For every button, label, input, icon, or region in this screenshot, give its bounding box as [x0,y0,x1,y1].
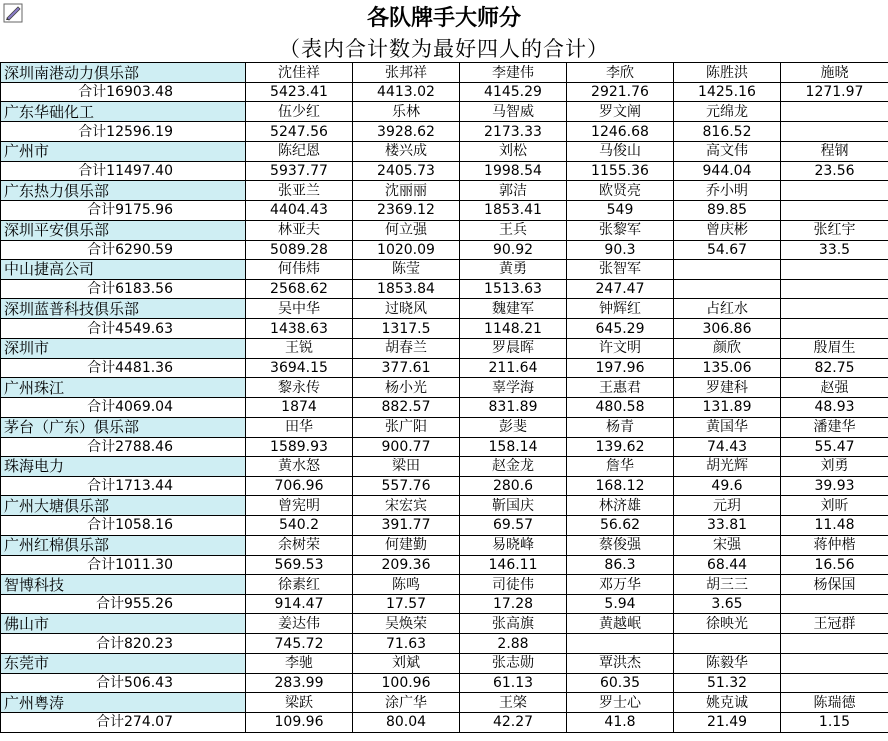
team-total-cell[interactable]: 合计506.43 [1,673,246,692]
player-name-cell[interactable]: 黄越岷 [567,614,674,634]
player-points-cell[interactable]: 283.99 [246,673,353,692]
player-name-cell[interactable]: 林济雄 [567,496,674,516]
player-points-cell[interactable] [781,673,888,692]
player-points-cell[interactable]: 306.86 [674,319,781,338]
player-points-cell[interactable]: 2173.33 [460,122,567,141]
player-name-cell[interactable]: 罗士心 [567,693,674,713]
team-points-row [1,201,888,220]
player-points-cell[interactable]: 5423.41 [246,83,353,102]
team-name-row [1,535,888,555]
player-points-cell[interactable]: 2921.76 [567,83,674,102]
player-name-cell[interactable]: 马智威 [460,102,567,122]
player-points-cell[interactable]: 197.96 [567,358,674,377]
player-name-cell[interactable]: 乐林 [353,102,460,122]
player-name-cell[interactable]: 许文明 [567,338,674,358]
player-name-cell[interactable]: 宋宏宾 [353,496,460,516]
player-points-cell[interactable] [674,634,781,653]
player-name-cell[interactable]: 施晓 [781,63,888,83]
player-points-cell[interactable]: 391.77 [353,516,460,535]
player-points-cell[interactable]: 100.96 [353,673,460,692]
player-name-cell[interactable]: 吴焕荣 [353,614,460,634]
player-points-cell[interactable]: 377.61 [353,358,460,377]
player-points-cell[interactable]: 900.77 [353,437,460,456]
player-name-cell[interactable]: 郭洁 [460,181,567,201]
player-name-cell[interactable]: 易晓峰 [460,535,567,555]
player-points-cell[interactable] [781,201,888,220]
player-name-cell[interactable]: 潘建华 [781,417,888,437]
team-points-row [1,634,888,653]
player-points-cell[interactable]: 5247.56 [246,122,353,141]
team-name-cell[interactable]: 深圳南港动力俱乐部 [1,63,246,83]
player-points-cell[interactable]: 1853.84 [353,279,460,298]
player-name-cell[interactable]: 罗建科 [674,378,781,398]
player-points-cell[interactable]: 816.52 [674,122,781,141]
player-name-cell[interactable]: 张亚兰 [246,181,353,201]
player-name-cell[interactable] [781,102,888,122]
player-name-cell[interactable]: 何立强 [353,220,460,240]
player-points-cell[interactable]: 1513.63 [460,279,567,298]
player-points-cell[interactable]: 1998.54 [460,161,567,180]
player-points-cell[interactable]: 4145.29 [460,83,567,102]
player-points-cell[interactable]: 16.56 [781,555,888,574]
team-name-cell[interactable]: 东莞市 [1,653,246,673]
team-total-cell[interactable]: 合计1713.44 [1,476,246,495]
team-name-cell[interactable]: 中山捷高公司 [1,259,246,279]
page-title: 各队牌手大师分 [366,6,521,31]
player-name-cell[interactable]: 欧贤亮 [567,181,674,201]
player-points-cell[interactable] [781,122,888,141]
player-name-cell[interactable]: 马俊山 [567,141,674,161]
team-total-cell[interactable]: 合计1058.16 [1,516,246,535]
team-total-cell[interactable]: 合计12596.19 [1,122,246,141]
player-points-cell[interactable]: 90.92 [460,240,567,259]
team-points-row [1,516,888,535]
player-name-cell[interactable]: 陈瑞德 [781,693,888,713]
player-points-cell[interactable]: 1148.21 [460,319,567,338]
player-name-cell[interactable]: 王冠群 [781,614,888,634]
player-name-cell[interactable]: 胡三三 [674,575,781,595]
team-name-cell[interactable]: 佛山市 [1,614,246,634]
player-points-cell[interactable]: 109.96 [246,713,353,732]
team-name-cell[interactable]: 广东华础化工 [1,102,246,122]
player-points-cell[interactable]: 82.75 [781,358,888,377]
player-name-cell[interactable]: 魏建军 [460,299,567,319]
player-points-cell[interactable]: 86.3 [567,555,674,574]
player-points-cell[interactable] [674,279,781,298]
team-name-row [1,63,888,83]
player-points-cell[interactable] [781,634,888,653]
player-name-cell[interactable]: 张志勋 [460,653,567,673]
player-points-cell[interactable]: 61.13 [460,673,567,692]
team-points-row [1,83,888,102]
team-name-row [1,220,888,240]
player-name-cell[interactable]: 程钢 [781,141,888,161]
player-name-cell[interactable]: 张广阳 [353,417,460,437]
team-name-cell[interactable]: 广州市 [1,141,246,161]
team-total-cell[interactable]: 合计9175.96 [1,201,246,220]
player-points-cell[interactable]: 48.93 [781,398,888,417]
team-name-row [1,378,888,398]
player-name-cell[interactable]: 蒋仲楷 [781,535,888,555]
player-name-cell[interactable]: 沈佳祥 [246,63,353,83]
player-points-cell[interactable]: 33.81 [674,516,781,535]
team-total-cell[interactable]: 合计4069.04 [1,398,246,417]
team-name-cell[interactable]: 茅台（广东）俱乐部 [1,417,246,437]
player-points-cell[interactable]: 4413.02 [353,83,460,102]
player-points-cell[interactable]: 1271.97 [781,83,888,102]
player-points-cell[interactable]: 168.12 [567,476,674,495]
player-points-cell[interactable]: 71.63 [353,634,460,653]
player-name-cell[interactable]: 罗晨晖 [460,338,567,358]
player-name-cell[interactable]: 姜达伟 [246,614,353,634]
player-name-cell[interactable]: 刘松 [460,141,567,161]
player-name-cell[interactable]: 田华 [246,417,353,437]
team-name-cell[interactable]: 珠海电力 [1,456,246,476]
player-points-cell[interactable]: 80.04 [353,713,460,732]
player-points-cell[interactable]: 914.47 [246,595,353,614]
player-points-cell[interactable]: 39.93 [781,476,888,495]
player-name-cell[interactable] [781,259,888,279]
player-name-cell[interactable]: 杨小光 [353,378,460,398]
player-name-cell[interactable]: 黄国华 [674,417,781,437]
player-points-cell[interactable]: 5089.28 [246,240,353,259]
team-name-cell[interactable]: 广州大塘俱乐部 [1,496,246,516]
team-points-row [1,713,888,732]
player-points-cell[interactable]: 1317.5 [353,319,460,338]
player-points-cell[interactable] [781,279,888,298]
player-points-cell[interactable]: 209.36 [353,555,460,574]
team-name-cell[interactable]: 广州红棉俱乐部 [1,535,246,555]
player-points-cell[interactable]: 90.3 [567,240,674,259]
player-points-cell[interactable]: 17.28 [460,595,567,614]
table-body [1,63,888,733]
player-name-cell[interactable]: 梁跃 [246,693,353,713]
player-name-cell[interactable]: 赵强 [781,378,888,398]
player-points-cell[interactable]: 33.5 [781,240,888,259]
player-points-cell[interactable]: 882.57 [353,398,460,417]
team-points-row [1,595,888,614]
team-name-cell[interactable]: 广东热力俱乐部 [1,181,246,201]
player-points-cell[interactable] [781,319,888,338]
player-name-cell[interactable]: 颜欣 [674,338,781,358]
player-name-cell[interactable]: 詹华 [567,456,674,476]
player-name-cell[interactable]: 李驰 [246,653,353,673]
player-name-cell[interactable]: 姚克诚 [674,693,781,713]
player-points-cell[interactable]: 60.35 [567,673,674,692]
player-name-cell[interactable]: 过晓风 [353,299,460,319]
player-name-cell[interactable]: 余树荣 [246,535,353,555]
player-points-cell[interactable]: 139.62 [567,437,674,456]
team-name-row [1,338,888,358]
player-points-cell[interactable]: 51.32 [674,673,781,692]
team-total-cell[interactable]: 合计16903.48 [1,83,246,102]
player-name-cell[interactable]: 殷眉生 [781,338,888,358]
player-points-cell[interactable]: 1438.63 [246,319,353,338]
player-points-cell[interactable]: 1589.93 [246,437,353,456]
team-name-cell[interactable]: 深圳市 [1,338,246,358]
team-name-row [1,181,888,201]
player-points-cell[interactable]: 89.85 [674,201,781,220]
team-name-row [1,299,888,319]
player-points-cell[interactable]: 42.27 [460,713,567,732]
player-name-cell[interactable]: 曾庆彬 [674,220,781,240]
player-name-cell[interactable] [781,181,888,201]
player-points-cell[interactable]: 2369.12 [353,201,460,220]
team-points-row [1,555,888,574]
player-points-cell[interactable]: 645.29 [567,319,674,338]
team-total-cell[interactable]: 合计1011.30 [1,555,246,574]
player-name-cell[interactable]: 张邦祥 [353,63,460,83]
team-total-cell[interactable]: 合计274.07 [1,713,246,732]
team-points-row [1,319,888,338]
player-points-cell[interactable]: 3928.62 [353,122,460,141]
player-points-cell[interactable]: 4404.43 [246,201,353,220]
team-name-row [1,102,888,122]
team-name-row [1,653,888,673]
team-points-row [1,122,888,141]
player-points-cell[interactable]: 5.94 [567,595,674,614]
player-points-cell[interactable]: 17.57 [353,595,460,614]
player-name-cell[interactable]: 张红宇 [781,220,888,240]
player-name-cell[interactable]: 王棨 [460,693,567,713]
player-name-cell[interactable]: 彭斐 [460,417,567,437]
player-points-cell[interactable]: 569.53 [246,555,353,574]
player-name-cell[interactable]: 陈毅华 [674,653,781,673]
player-points-cell[interactable]: 211.64 [460,358,567,377]
player-points-cell[interactable]: 2568.62 [246,279,353,298]
player-points-cell[interactable]: 135.06 [674,358,781,377]
team-points-row [1,240,888,259]
player-name-cell[interactable]: 元绵龙 [674,102,781,122]
team-name-cell[interactable]: 智博科技 [1,575,246,595]
player-name-cell[interactable]: 靳国庆 [460,496,567,516]
player-points-cell[interactable]: 158.14 [460,437,567,456]
player-name-cell[interactable]: 梁田 [353,456,460,476]
player-name-cell[interactable]: 刘勇 [781,456,888,476]
player-name-cell[interactable]: 陈胜洪 [674,63,781,83]
team-points-row [1,398,888,417]
player-name-cell[interactable]: 元玥 [674,496,781,516]
player-points-cell[interactable]: 1874 [246,398,353,417]
player-points-cell[interactable]: 557.76 [353,476,460,495]
player-points-cell[interactable]: 1425.16 [674,83,781,102]
player-points-cell[interactable]: 49.6 [674,476,781,495]
team-name-cell[interactable]: 深圳平安俱乐部 [1,220,246,240]
team-name-row [1,141,888,161]
player-points-cell[interactable] [567,634,674,653]
player-name-cell[interactable]: 王锐 [246,338,353,358]
player-name-cell[interactable] [781,653,888,673]
player-points-cell[interactable]: 21.49 [674,713,781,732]
player-name-cell[interactable]: 曾宪明 [246,496,353,516]
player-name-cell[interactable]: 涂广华 [353,693,460,713]
player-points-cell[interactable]: 146.11 [460,555,567,574]
player-name-cell[interactable]: 杨保国 [781,575,888,595]
team-total-cell[interactable]: 合计11497.40 [1,161,246,180]
player-name-cell[interactable]: 吴中华 [246,299,353,319]
player-name-cell[interactable]: 徐素红 [246,575,353,595]
player-name-cell[interactable]: 陈鸣 [353,575,460,595]
player-name-cell[interactable]: 黄水怒 [246,456,353,476]
team-name-cell[interactable]: 广州粤涛 [1,693,246,713]
player-name-cell[interactable]: 蔡俊强 [567,535,674,555]
player-points-cell[interactable]: 247.47 [567,279,674,298]
team-points-row [1,161,888,180]
player-name-cell[interactable]: 陈纪恩 [246,141,353,161]
player-name-cell[interactable]: 辜学海 [460,378,567,398]
player-points-cell[interactable]: 831.89 [460,398,567,417]
player-points-cell[interactable]: 745.72 [246,634,353,653]
player-name-cell[interactable]: 何建勤 [353,535,460,555]
player-points-cell[interactable]: 56.62 [567,516,674,535]
player-name-cell[interactable]: 林亚夫 [246,220,353,240]
player-points-cell[interactable]: 2.88 [460,634,567,653]
player-name-cell[interactable]: 司徒伟 [460,575,567,595]
player-points-cell[interactable]: 480.58 [567,398,674,417]
team-name-row [1,456,888,476]
player-name-cell[interactable]: 杨青 [567,417,674,437]
player-name-cell[interactable]: 李建伟 [460,63,567,83]
player-name-cell[interactable]: 占红水 [674,299,781,319]
player-name-cell[interactable]: 赵金龙 [460,456,567,476]
team-total-cell[interactable]: 合计2788.46 [1,437,246,456]
player-points-cell[interactable]: 1155.36 [567,161,674,180]
player-name-cell[interactable]: 何伟炜 [246,259,353,279]
player-points-cell[interactable]: 55.47 [781,437,888,456]
player-name-cell[interactable]: 徐映光 [674,614,781,634]
player-points-cell[interactable]: 1246.68 [567,122,674,141]
player-points-cell[interactable]: 5937.77 [246,161,353,180]
player-points-cell[interactable]: 540.2 [246,516,353,535]
player-points-cell[interactable]: 41.8 [567,713,674,732]
team-name-row [1,259,888,279]
player-name-cell[interactable] [674,259,781,279]
player-points-cell[interactable]: 11.48 [781,516,888,535]
player-name-cell[interactable]: 张黎军 [567,220,674,240]
player-name-cell[interactable]: 宋强 [674,535,781,555]
page-subtitle: （表内合计数为最好四人的合计） [279,37,609,61]
player-name-cell[interactable]: 胡春兰 [353,338,460,358]
team-total-cell[interactable]: 合计955.26 [1,595,246,614]
player-name-cell[interactable]: 张高旗 [460,614,567,634]
player-name-cell[interactable]: 刘斌 [353,653,460,673]
player-name-cell[interactable]: 楼兴成 [353,141,460,161]
player-name-cell[interactable]: 沈丽丽 [353,181,460,201]
player-name-cell[interactable] [781,299,888,319]
player-name-cell[interactable]: 黎永传 [246,378,353,398]
team-name-row [1,614,888,634]
player-name-cell[interactable]: 胡光辉 [674,456,781,476]
player-points-cell[interactable]: 1020.09 [353,240,460,259]
player-name-cell[interactable]: 伍少红 [246,102,353,122]
player-name-cell[interactable]: 罗文阐 [567,102,674,122]
team-points-row [1,437,888,456]
player-name-cell[interactable]: 王兵 [460,220,567,240]
player-points-cell[interactable]: 1.15 [781,713,888,732]
player-points-cell[interactable]: 944.04 [674,161,781,180]
player-name-cell[interactable]: 李欣 [567,63,674,83]
team-points-row [1,279,888,298]
team-total-cell[interactable]: 合计6290.59 [1,240,246,259]
player-name-cell[interactable]: 覃洪杰 [567,653,674,673]
player-points-cell[interactable]: 68.44 [674,555,781,574]
player-name-cell[interactable]: 陈莹 [353,259,460,279]
player-points-cell[interactable]: 74.43 [674,437,781,456]
player-points-cell[interactable] [781,595,888,614]
team-total-cell[interactable]: 合计4481.36 [1,358,246,377]
player-points-cell[interactable]: 2405.73 [353,161,460,180]
player-points-cell[interactable]: 3694.15 [246,358,353,377]
team-total-cell[interactable]: 合计820.23 [1,634,246,653]
player-points-cell[interactable]: 549 [567,201,674,220]
player-name-cell[interactable]: 邓万华 [567,575,674,595]
player-name-cell[interactable]: 王惠君 [567,378,674,398]
player-name-cell[interactable]: 高文伟 [674,141,781,161]
team-name-row [1,575,888,595]
team-name-row [1,417,888,437]
team-total-cell[interactable]: 合计4549.63 [1,319,246,338]
player-points-cell[interactable]: 69.57 [460,516,567,535]
team-points-row [1,673,888,692]
player-points-cell[interactable]: 23.56 [781,161,888,180]
player-name-cell[interactable]: 黄勇 [460,259,567,279]
team-name-cell[interactable]: 深圳蓝普科技俱乐部 [1,299,246,319]
team-points-row [1,476,888,495]
team-points-row [1,358,888,377]
player-points-cell[interactable]: 280.6 [460,476,567,495]
team-total-cell[interactable]: 合计6183.56 [1,279,246,298]
player-name-cell[interactable]: 张智军 [567,259,674,279]
player-name-cell[interactable]: 刘昕 [781,496,888,516]
team-name-row [1,693,888,713]
player-points-cell[interactable]: 54.67 [674,240,781,259]
player-name-cell[interactable]: 钟辉红 [567,299,674,319]
player-points-cell[interactable]: 131.89 [674,398,781,417]
player-points-cell[interactable]: 706.96 [246,476,353,495]
player-points-cell[interactable]: 3.65 [674,595,781,614]
team-name-row [1,496,888,516]
player-name-cell[interactable]: 乔小明 [674,181,781,201]
player-points-cell[interactable]: 1853.41 [460,201,567,220]
team-name-cell[interactable]: 广州珠江 [1,378,246,398]
master-points-table [0,62,888,733]
